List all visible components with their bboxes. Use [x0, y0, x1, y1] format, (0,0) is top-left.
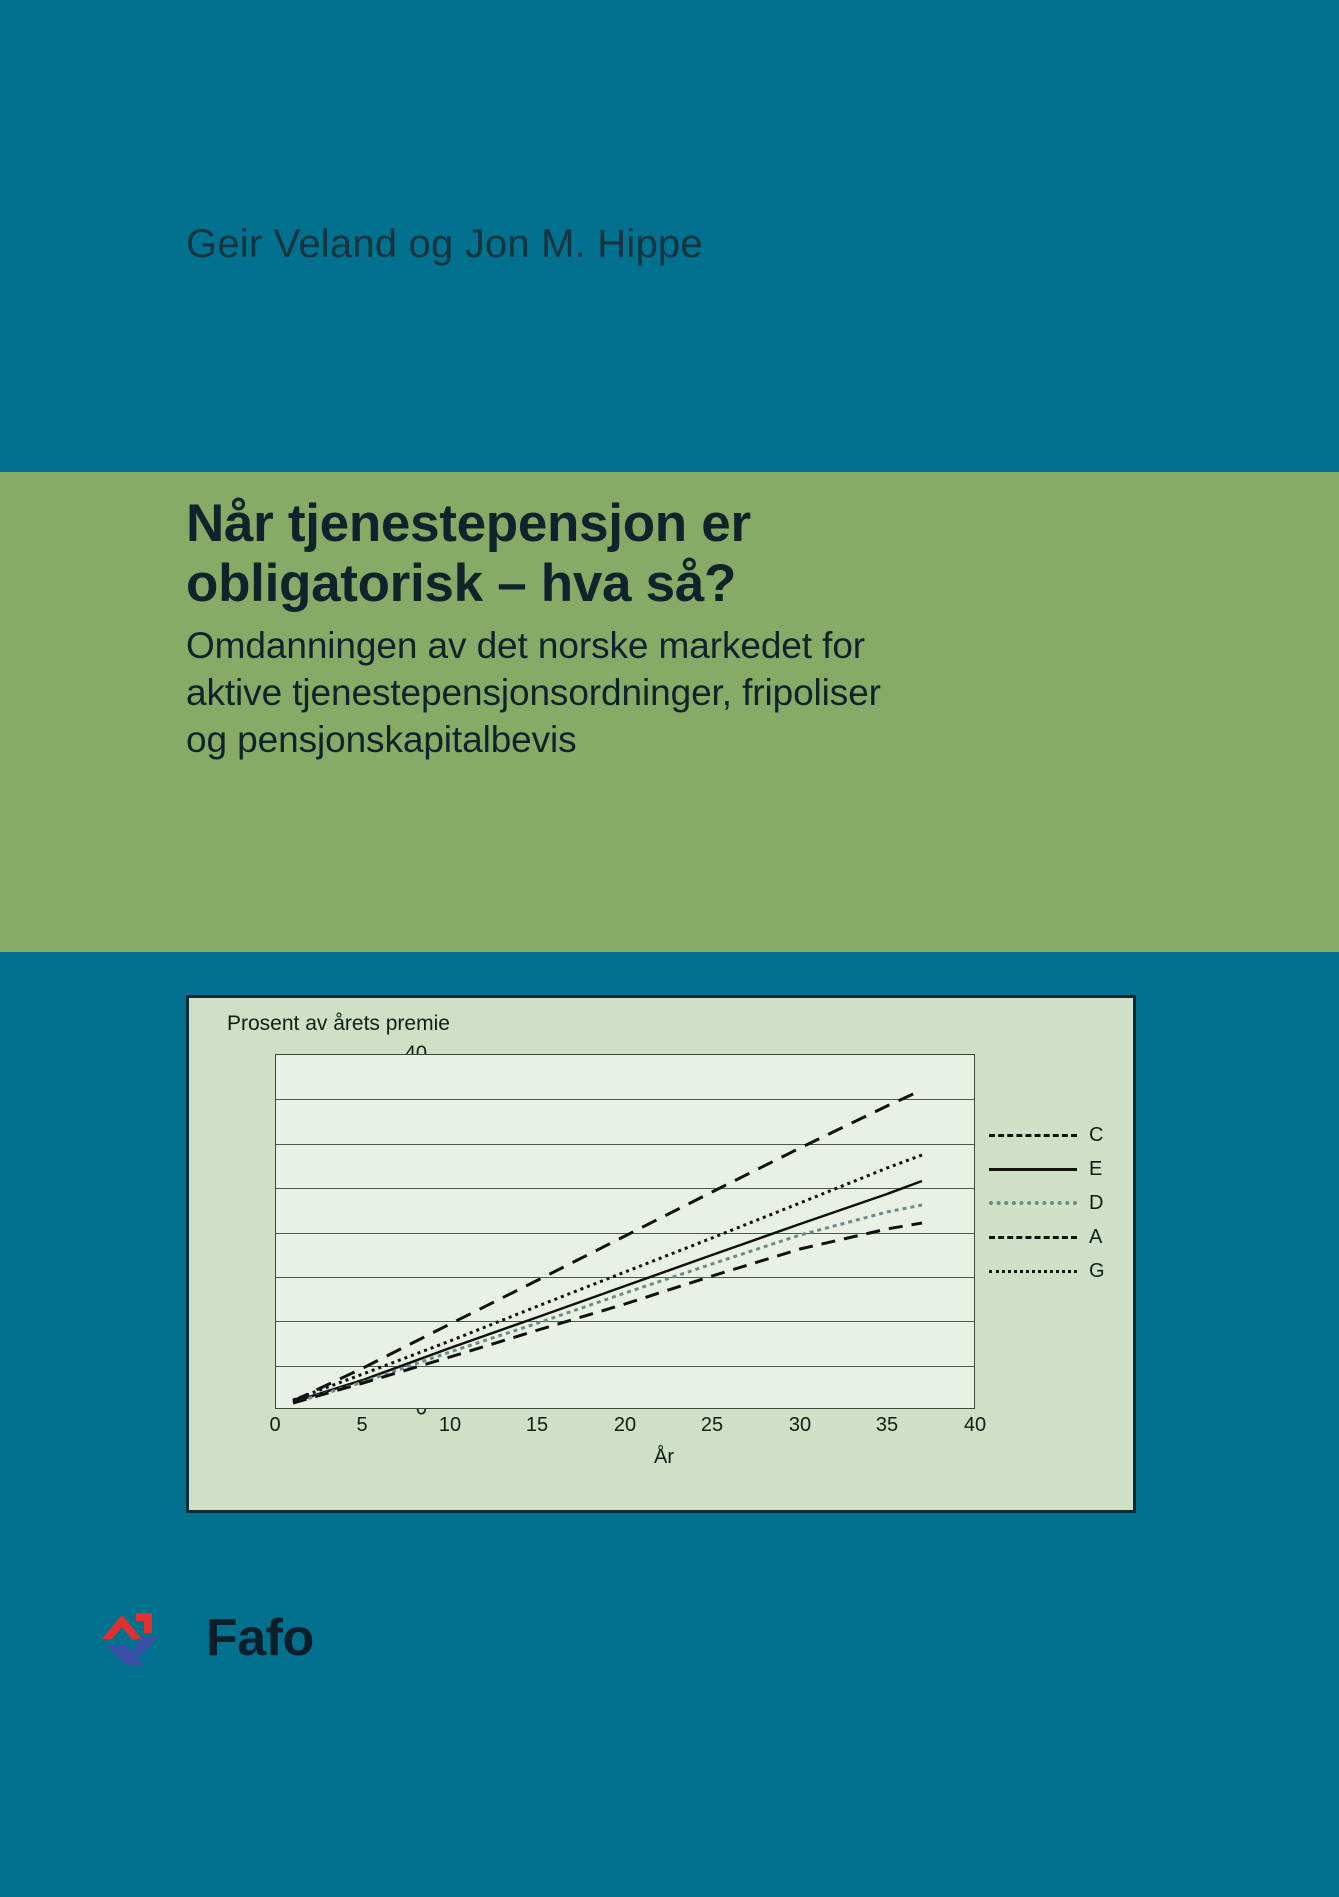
legend-item-g: [989, 1254, 1129, 1288]
page-title: [186, 494, 1186, 614]
x-tick-35: 35: [875, 1414, 899, 1436]
x-tick-25: 25: [700, 1414, 724, 1436]
series-line-E: [293, 1181, 922, 1402]
series-line-C: [293, 1090, 922, 1401]
legend-swatch-a: [989, 1236, 1077, 1239]
x-tick-5: 5: [356, 1414, 368, 1436]
legend-label-a: A: [1089, 1225, 1103, 1248]
series-line-G: [293, 1155, 922, 1400]
title-band: [0, 472, 1339, 952]
x-tick-0: 0: [269, 1414, 281, 1436]
series-lines: [276, 1055, 974, 1408]
legend-swatch-e: [989, 1168, 1077, 1171]
subtitle-line-2: aktive tjenestepensjonsordninger, fripoliser: [186, 672, 881, 714]
publisher-name: Fafo: [206, 1609, 314, 1667]
legend-label-g: G: [1089, 1259, 1105, 1282]
subtitle-line-3: og pensjonskapitalbevis: [186, 719, 577, 761]
page-subtitle: [186, 622, 1186, 764]
title-block: [186, 494, 1186, 764]
x-tick-15: 15: [525, 1414, 549, 1436]
series-line-A: [293, 1223, 922, 1403]
series-line-D: [293, 1205, 922, 1403]
legend-label-e: E: [1089, 1157, 1103, 1180]
x-tick-30: 30: [788, 1414, 812, 1436]
legend-swatch-g: [989, 1270, 1077, 1273]
title-line-2: obligatorisk – hva så?: [186, 553, 737, 613]
x-tick-20: 20: [613, 1414, 637, 1436]
x-tick-10: 10: [438, 1414, 462, 1436]
legend-label-c: C: [1089, 1123, 1104, 1146]
legend-item-d: [989, 1186, 1129, 1220]
legend-item-c: [989, 1118, 1129, 1152]
cover-chart: [186, 995, 1136, 1513]
publisher-logo: [96, 1607, 314, 1669]
chart-title: Prosent av årets premie: [227, 1012, 450, 1035]
plot-area: [275, 1054, 975, 1409]
legend-swatch-d: [989, 1201, 1077, 1205]
legend-item-a: [989, 1220, 1129, 1254]
subtitle-line-1: Omdanningen av det norske markedet for: [186, 624, 866, 666]
title-line-1: Når tjenestepensjon er: [186, 494, 751, 553]
fafo-logo-icon: [96, 1607, 192, 1669]
chart-legend: [989, 1118, 1129, 1288]
x-axis-label: År: [654, 1446, 674, 1468]
authors-line: Geir Veland og Jon M. Hippe: [186, 222, 703, 266]
legend-item-e: [989, 1152, 1129, 1186]
legend-label-d: D: [1089, 1191, 1104, 1214]
legend-swatch-c: [989, 1134, 1077, 1137]
x-tick-40: 40: [963, 1414, 987, 1436]
